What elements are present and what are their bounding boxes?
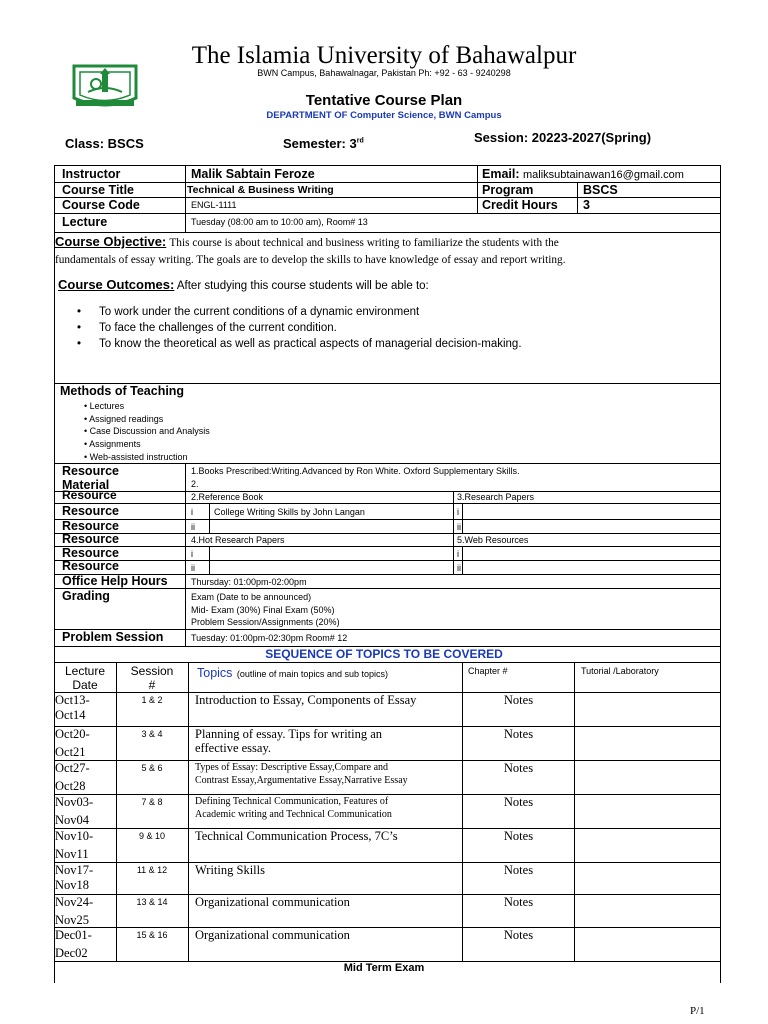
instructor-value: Malik Sabtain Feroze — [191, 167, 315, 181]
credit-hours-label: Credit Hours — [482, 198, 558, 212]
resource-label: Resource — [62, 504, 119, 518]
hot-research-papers: 4.Hot Research Papers — [191, 535, 285, 545]
outcomes-list — [77, 304, 522, 352]
problem-session-label: Problem Session — [62, 630, 164, 644]
resource-material-label: Resource Material — [62, 464, 119, 492]
session-number: 13 & 14 — [136, 897, 168, 907]
course-title-value: Technical & Business Writing — [187, 184, 334, 196]
method-item: • Case Discussion and Analysis — [84, 426, 210, 437]
sequence-title: SEQUENCE OF TOPICS TO BE COVERED — [265, 647, 503, 661]
lecture-date: Oct20- Oct21 — [55, 727, 90, 759]
course-title-label: Course Title — [62, 183, 135, 197]
topic-text: Planning of essay. Tips for writing an effective essay. — [195, 727, 383, 755]
lecture-date: Nov17- Nov18 — [55, 863, 94, 892]
course-outcomes-label: Course Outcomes: — [58, 277, 175, 292]
chapter-notes: Notes — [503, 928, 534, 942]
chapter-notes: Notes — [503, 761, 534, 775]
outcome-item: • To know the theoretical as well as practical aspects of managerial decision-making. — [77, 338, 522, 350]
books-prescribed-2: 2. — [191, 479, 199, 489]
resource-label: Resource — [62, 532, 119, 546]
books-prescribed: 1.Books Prescribed:Writing.Advanced by Ron White. Oxford Supplementary Skills. — [191, 466, 520, 476]
grading-label: Grading — [62, 589, 110, 603]
session-number: 9 & 10 — [138, 831, 166, 841]
session-number: 5 & 6 — [141, 763, 163, 773]
resource-label: Resource — [62, 488, 117, 502]
lecture-date: Nov10- Nov11 — [55, 829, 94, 861]
lecture-date: Oct27- Oct28 — [55, 761, 90, 793]
credit-hours-value: 3 — [583, 198, 590, 212]
topic-text: Technical Communication Process, 7C’s — [195, 829, 398, 843]
topic-text: Organizational communication — [195, 928, 350, 942]
col-header-tutorial: Tutorial /Laboratory — [581, 666, 659, 676]
resource-label: Resource — [62, 519, 119, 533]
chapter-notes: Notes — [503, 895, 534, 909]
course-code-label: Course Code — [62, 198, 140, 212]
chapter-notes: Notes — [503, 863, 534, 877]
lecture-date: Oct13- Oct14 — [55, 693, 90, 722]
page-number: P/1 — [690, 1005, 705, 1017]
problem-session-value: Tuesday: 01:00pm-02:30pm Room# 12 — [191, 633, 348, 643]
email-value[interactable]: maliksubtainawan16@gmail.com — [523, 169, 684, 181]
program-label: Program — [482, 183, 534, 197]
outcome-item: • To face the challenges of the current condition. — [77, 322, 337, 334]
chapter-notes: Notes — [503, 795, 534, 809]
session-number: 15 & 16 — [136, 930, 168, 940]
class-label: Class: BSCS — [65, 136, 144, 151]
office-hours-label: Office Help Hours — [62, 574, 168, 588]
col-header-chapter: Chapter # — [468, 666, 508, 676]
course-outcomes: Course Outcomes: After studying this course students will be able to: — [58, 277, 429, 292]
lecture-label: Lecture — [62, 215, 108, 229]
method-item: • Assigned readings — [84, 413, 164, 424]
web-resources: 5.Web Resources — [457, 535, 529, 545]
topic-text: Organizational communication — [195, 895, 350, 909]
method-item: • Assignments — [84, 439, 141, 450]
chapter-notes: Notes — [503, 829, 534, 843]
col-header-date: Lecture Date — [64, 664, 106, 692]
research-papers: 3.Research Papers — [457, 492, 535, 502]
method-item: • Web-assisted instruction — [84, 451, 188, 462]
col-header-session: Session # — [130, 664, 174, 692]
course-objective-label: Course Objective: — [55, 234, 167, 249]
methods-label: Methods of Teaching — [60, 384, 185, 398]
topic-text: Defining Technical Communication, Features of Academic writing and Technical Communication — [195, 796, 392, 820]
plan-title: Tentative Course Plan — [305, 92, 463, 109]
session-label: Session: 20223-2027(Spring) — [474, 130, 652, 145]
lecture-value: Tuesday (08:00 am to 10:00 am), Room# 13 — [191, 217, 368, 227]
campus-line: BWN Campus, Bahawalnagar, Pakistan Ph: +92 - 63 - 9240298 — [257, 68, 511, 78]
topic-text: Types of Essay: Descriptive Essay,Compare and Contrast Essay,Argumentative Essay,Narrative Essay — [195, 762, 408, 786]
lecture-date: Nov03- Nov04 — [55, 795, 94, 827]
mid-term-exam: Mid Term Exam — [343, 962, 425, 974]
grading-value: Exam (Date to be announced) Mid- Exam (30%) Final Exam (50%) Problem Session/Assignments (20%) — [191, 592, 340, 627]
session-number: 7 & 8 — [141, 797, 163, 807]
reference-book: 2.Reference Book — [191, 492, 264, 502]
topic-text: Writing Skills — [195, 863, 265, 877]
session-number: 1 & 2 — [141, 695, 163, 705]
topic-text: Introduction to Essay, Components of Essay — [195, 693, 417, 707]
table-top-border — [54, 165, 721, 166]
resource-label: Resource — [62, 559, 119, 573]
outcome-item: • To work under the current conditions of a dynamic environment — [77, 306, 420, 318]
lecture-date: Nov24- Nov25 — [55, 895, 94, 927]
program-value: BSCS — [583, 183, 618, 197]
chapter-notes: Notes — [503, 727, 534, 741]
session-number: 3 & 4 — [141, 729, 163, 739]
col-header-topics: Topics (outline of main topics and sub topics) — [197, 666, 388, 680]
method-item: • Lectures — [84, 401, 125, 411]
office-hours-value: Thursday: 01:00pm-02:00pm — [191, 577, 307, 587]
course-objective: Course Objective: This course is about technical and business writing to familiarize the students with the fundamentals of essay writing. The goals are to develop the skills to have knowledge of essay and report writing. — [55, 234, 566, 266]
reference-book-item: College Writing Skills by John Langan — [214, 507, 365, 517]
email-label: Email: maliksubtainawan16@gmail.com — [482, 167, 684, 181]
lecture-date: Dec01- Dec02 — [55, 928, 92, 960]
methods-list — [84, 400, 210, 464]
department-line: DEPARTMENT OF Computer Science, BWN Campus — [266, 110, 502, 121]
session-number: 11 & 12 — [136, 865, 168, 875]
chapter-notes: Notes — [503, 693, 534, 707]
university-title: The Islamia University of Bahawalpur — [191, 42, 577, 69]
semester-label: Semester: 3rd — [283, 136, 364, 151]
instructor-label: Instructor — [62, 167, 121, 181]
resource-label: Resource — [62, 546, 119, 560]
course-code-value: ENGL-1111 — [191, 200, 237, 210]
